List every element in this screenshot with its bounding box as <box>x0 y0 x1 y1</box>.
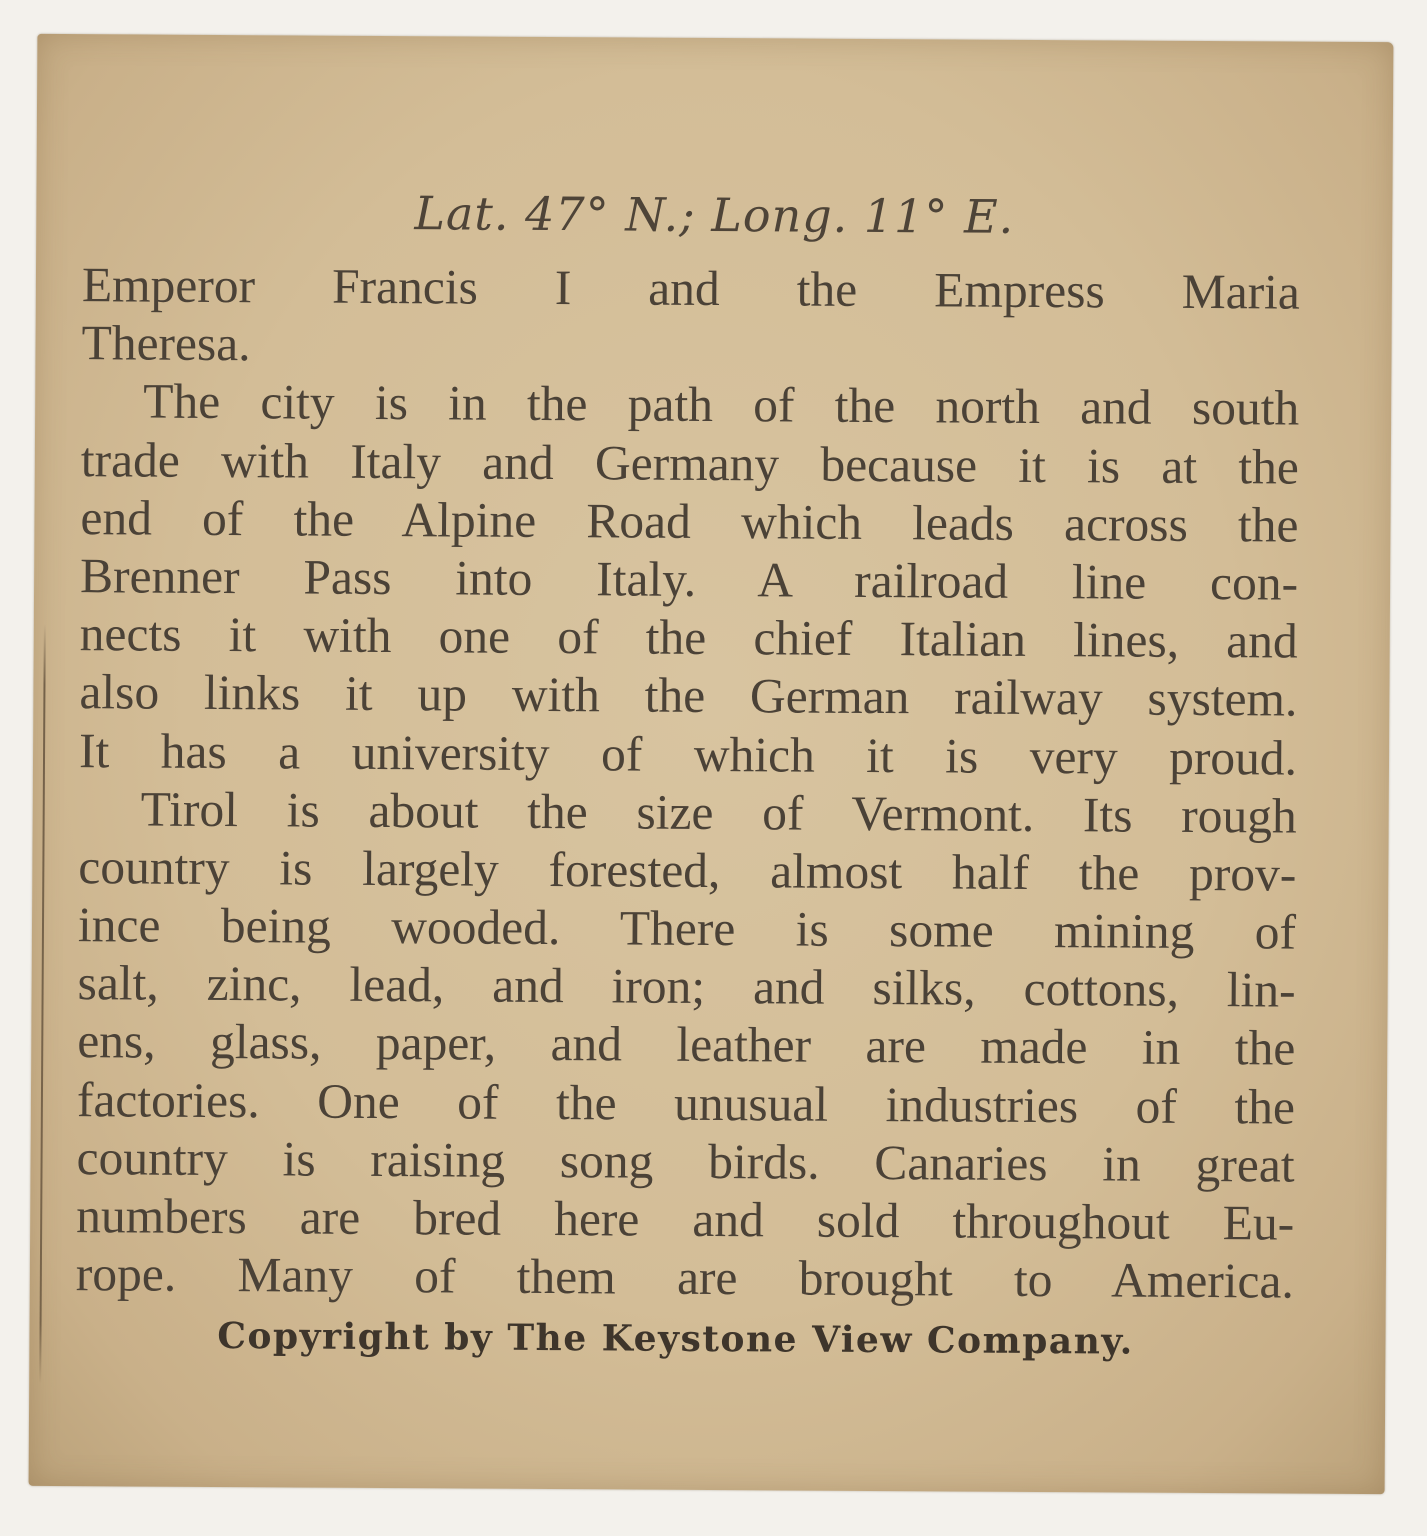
text-line: The city is in the path of the north and south <box>143 373 1300 436</box>
text-line: ince being wooded. There is some mining of <box>77 897 1297 960</box>
text-line: country is largely forested, almost half the prov- <box>78 839 1297 902</box>
copyright-notice: Copyright by The Keystone View Company. <box>217 1314 1134 1363</box>
text-line: salt, zinc, lead, and iron; and silks, cottons, lin- <box>77 955 1296 1018</box>
text-line: rope. Many of them are brought to America. <box>75 1246 1295 1309</box>
text-line: country is raising song birds. Canaries in great <box>76 1129 1295 1193</box>
text-line: Brenner Pass into Italy. A railroad line con- <box>79 548 1299 611</box>
text-line: Tirol is about the size of Vermont. Its rough <box>140 781 1297 844</box>
text-line: nects it with one of the chief Italian lines, and <box>79 606 1298 669</box>
text-line: trade with Italy and Germany because it is at the <box>80 431 1299 495</box>
text-line: factories. One of the unusual industries of the <box>76 1071 1296 1135</box>
text-line: end of the Alpine Road which leads across the <box>80 489 1299 553</box>
coordinates-heading: Lat. 47° N.; Long. 11° E. <box>414 186 1015 244</box>
card-edge-rule <box>39 624 46 1384</box>
text-line: Theresa. <box>81 315 251 372</box>
text-line: Emperor Francis I and the Empress Maria <box>81 257 1301 320</box>
text-line: also links it up with the German railway system. <box>79 664 1298 727</box>
description-text <box>76 256 1300 1311</box>
text-line: numbers are bred here and sold throughout Eu- <box>76 1188 1295 1251</box>
text-line: ens, glass, paper, and leather are made in the <box>77 1013 1296 1077</box>
stereoview-card-back <box>29 34 1394 1494</box>
text-line: It has a university of which it is very proud. <box>78 722 1298 786</box>
